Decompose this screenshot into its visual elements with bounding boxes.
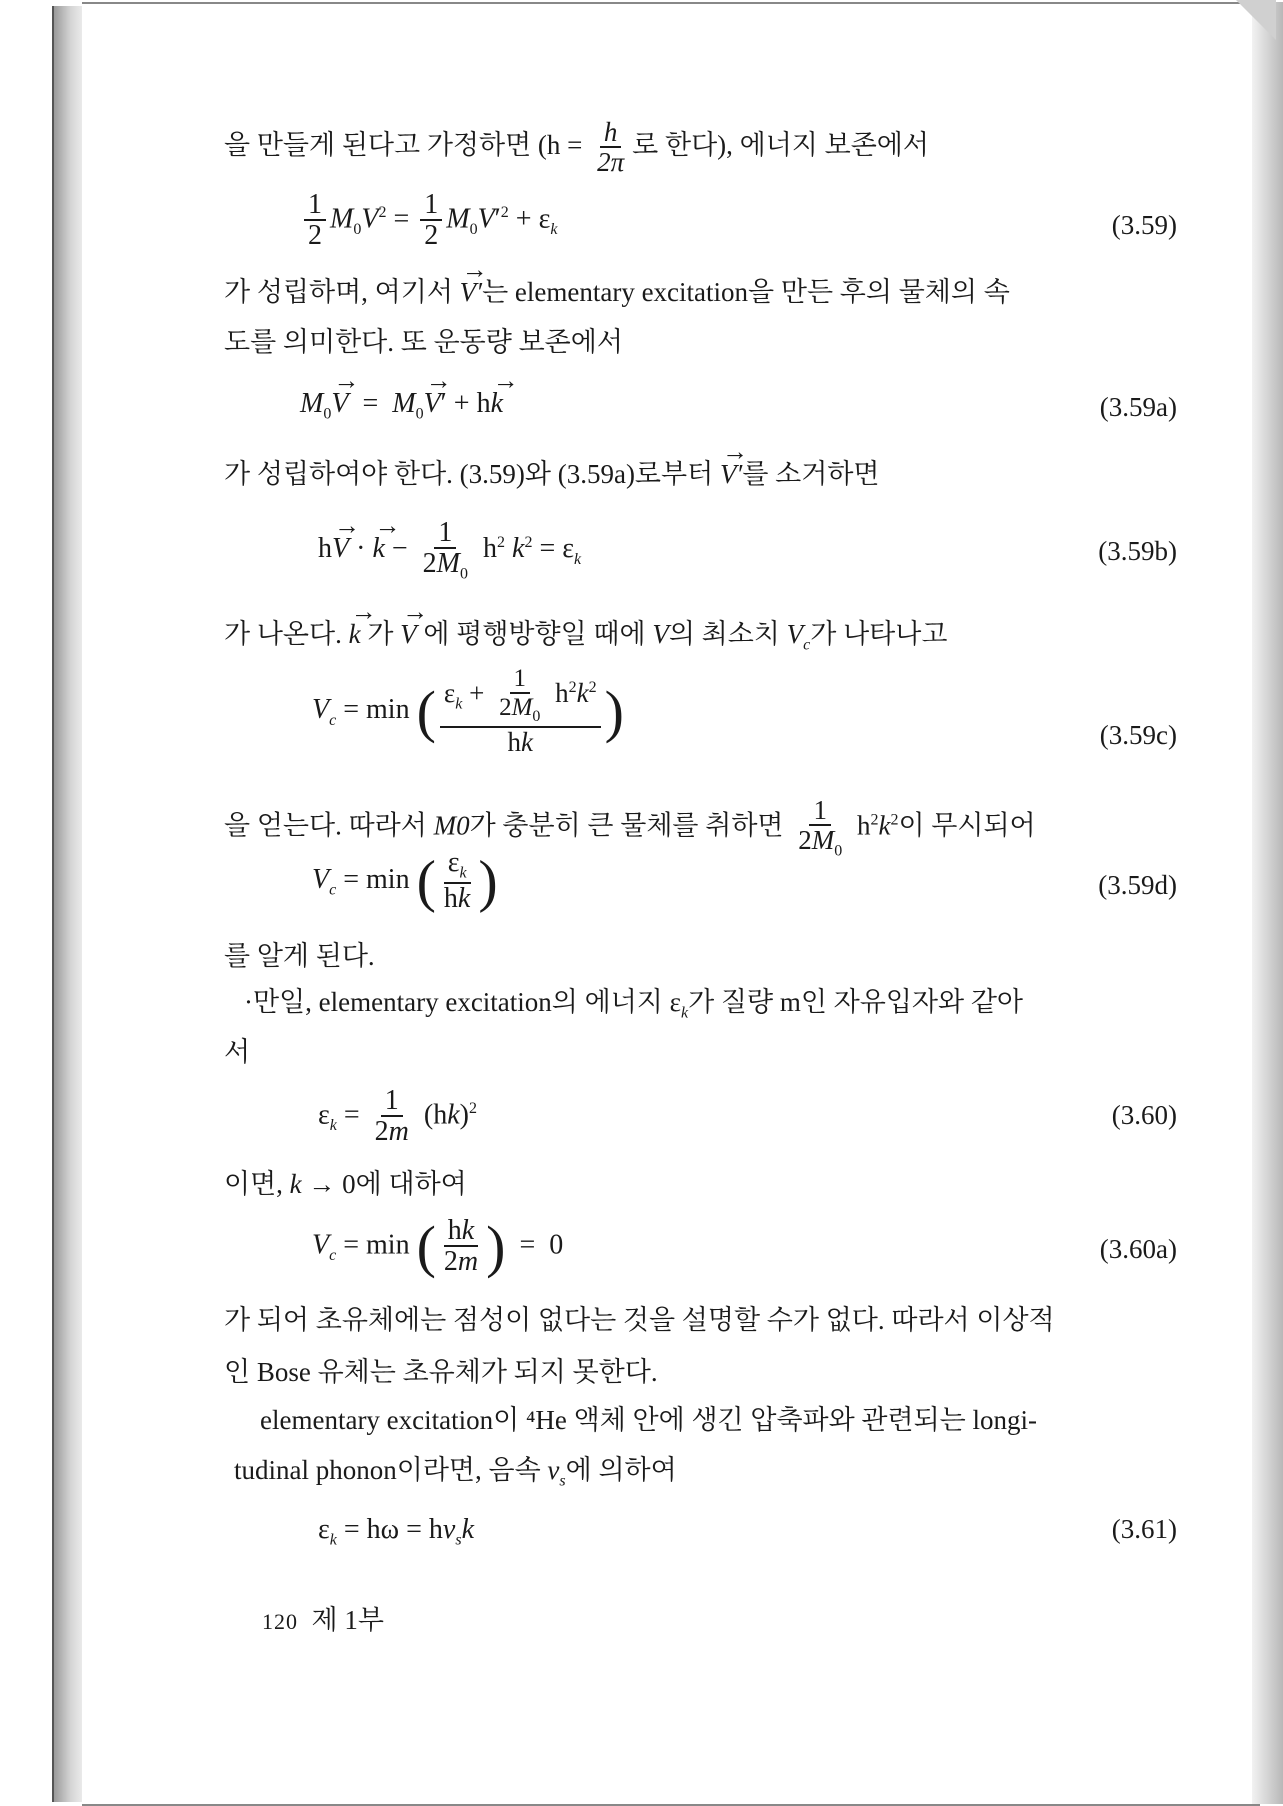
part-label: 제 1부 bbox=[311, 1605, 384, 1635]
text-line-6: 을 얻는다. 따라서 M0가 충분히 큰 물체를 취하면 $\frac{1}{2M_0}$ $h^2k^2$이 무시되어 bbox=[224, 795, 1036, 860]
text: 에 의하여 bbox=[565, 1455, 677, 1485]
text: 이면, bbox=[224, 1169, 290, 1199]
vector-V-prime: → V′ bbox=[460, 272, 482, 312]
page-edge bbox=[1252, 2, 1283, 1804]
equation-3-60: $\varepsilon_k$ = $\frac{1}{2m}$ (hk)$^2$ bbox=[318, 1085, 477, 1148]
text-line-3: 도를 의미한다. 또 운동량 보존에서 bbox=[224, 327, 623, 357]
equation-number: (3.59b) bbox=[1098, 536, 1177, 566]
text-line-2 bbox=[224, 272, 1010, 312]
text: 는 elementary excitation을 만든 후의 물체의 속 bbox=[482, 277, 1010, 307]
fraction-h-2pi bbox=[593, 118, 628, 178]
equation-number: (3.59) bbox=[1111, 210, 1177, 240]
text: 가 충분히 큰 물체를 취하면 bbox=[469, 810, 791, 841]
symbol-Vc: V bbox=[786, 619, 804, 649]
text: → 0에 대하여 bbox=[301, 1169, 467, 1199]
frac-num: h bbox=[600, 118, 622, 148]
equation-number: (3.61) bbox=[1111, 1514, 1177, 1544]
vector-k: → k bbox=[349, 614, 361, 654]
equation-number: (3.59c) bbox=[1099, 720, 1177, 750]
text: 에 평행방향일 때에 bbox=[423, 619, 653, 649]
vector-V: → V bbox=[400, 614, 417, 654]
text-line-13: elementary excitation이 ⁴He 액체 안에 생긴 압축파와 관련되는 longi- bbox=[260, 1405, 1038, 1435]
text: 을 만들게 된다고 가정하면 (h = bbox=[224, 130, 590, 161]
text: 가 성립하여야 한다. (3.59)와 (3.59a)로부터 bbox=[224, 459, 720, 489]
equation-3-59: $\frac{1}{2}$ $M_0V^2$ = $\frac{1}{2}$ $M_0V'^2 + \varepsilon_k$ bbox=[300, 190, 557, 252]
text: 가 bbox=[367, 619, 401, 649]
text: ·만일, elementary excitation의 에너지 bbox=[244, 987, 670, 1017]
text-line-5: 가 나온다. → k 가 → V 에 평행방향일 때에 V의 최소치 $V_c$가 나타나고 bbox=[224, 614, 947, 665]
book-spine bbox=[52, 6, 84, 1802]
equation-3-59b: h→ V · → k − $\frac{1}{2M_0}$ $h^2$ $k^2 = \varepsilon_k$ bbox=[318, 518, 581, 584]
symbol-V: V bbox=[652, 619, 669, 649]
equation-3-60a: $V_c = \min$ ( $\frac{hk}{2m}$ ) = 0 bbox=[312, 1214, 564, 1280]
text-line-9: 서 bbox=[224, 1037, 251, 1067]
symbol-k: k bbox=[289, 1169, 302, 1199]
symbol-epsilon: ε bbox=[669, 987, 681, 1017]
equation-number: (3.60a) bbox=[1099, 1234, 1177, 1264]
equation-3-59d: $V_c = \min$ ( $\frac{\varepsilon_k}{hk}$ ) bbox=[312, 847, 498, 915]
text-line-11: 가 되어 초유체에는 점성이 없다는 것을 설명할 수가 없다. 따라서 이상적 bbox=[224, 1305, 1055, 1335]
page-number: 120 bbox=[262, 1609, 298, 1634]
text: 가 나온다. bbox=[224, 619, 349, 649]
symbol-M0: M0 bbox=[433, 810, 470, 841]
text: 가 나타나고 bbox=[810, 619, 948, 649]
text-line-12: 인 Bose 유체는 초유체가 되지 못한다. bbox=[224, 1357, 658, 1387]
equation-3-59c: $V_c = \min$ ( $\varepsilon_k$ + $\frac{1}{2M_0}$ $h^2k^2$ hk ) bbox=[312, 665, 624, 757]
equation-number: (3.59d) bbox=[1098, 870, 1177, 900]
text-line-7: 를 알게 된다. bbox=[224, 941, 375, 971]
page-footer bbox=[262, 1600, 384, 1642]
text: 가 성립하며, 여기서 bbox=[224, 277, 460, 307]
equation-number: (3.60) bbox=[1111, 1100, 1177, 1130]
text: 의 최소치 bbox=[668, 619, 787, 649]
vector-V-prime: → V′ bbox=[720, 454, 742, 494]
text: 로 한다), 에너지 보존에서 bbox=[632, 130, 929, 161]
symbol-vs: v bbox=[547, 1455, 560, 1485]
text-line-10 bbox=[224, 1164, 467, 1204]
page-corner bbox=[1236, 0, 1276, 40]
text-line-8: ·만일, elementary excitation의 에너지 $\varepsilon_k$가 질량 m인 자유입자와 같아 bbox=[244, 987, 1023, 1022]
text-line-4 bbox=[224, 454, 880, 494]
equation-3-61: $\varepsilon_k = h\omega = hv_sk$ bbox=[318, 1514, 474, 1549]
text-line-1 bbox=[224, 118, 929, 178]
frac-den: 2π bbox=[597, 147, 625, 178]
text-line-14: tudinal phonon이라면, 음속 $v_s$에 의하여 bbox=[234, 1455, 677, 1490]
text: tudinal phonon이라면, 음속 bbox=[234, 1455, 548, 1485]
equation-3-59a: $M_0\to V = M_0\to V' + h\to k$ bbox=[300, 388, 503, 424]
text: 이 무시되어 bbox=[898, 810, 1036, 841]
text: 가 질량 m인 자유입자와 같아 bbox=[688, 987, 1023, 1017]
text: 를 소거하면 bbox=[742, 459, 880, 489]
equation-number: (3.59a) bbox=[1099, 392, 1177, 422]
text: 을 얻는다. 따라서 bbox=[224, 810, 434, 841]
